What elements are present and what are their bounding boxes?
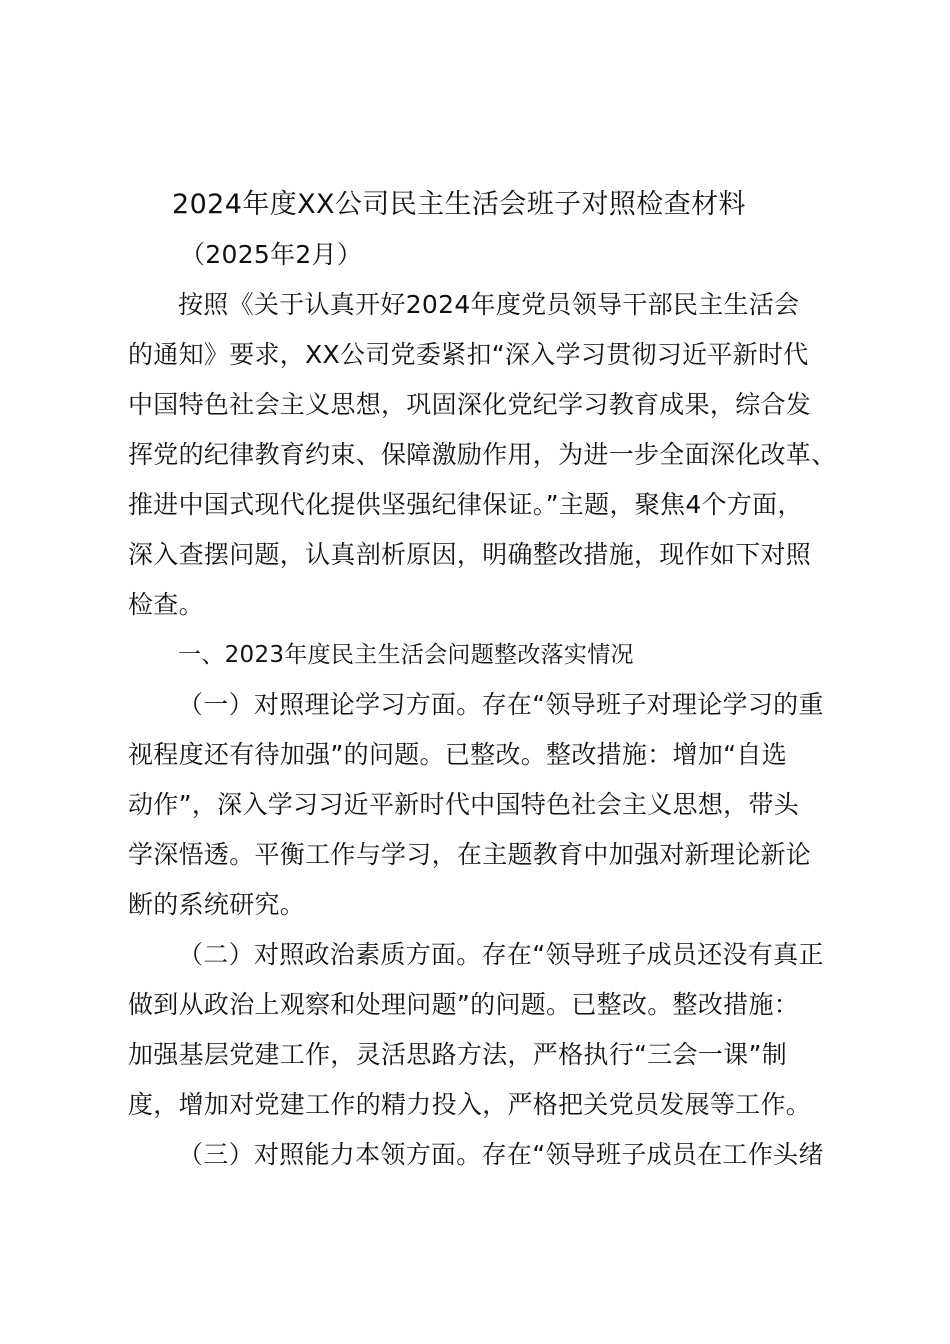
body-line: 学深悟透。平衡工作与学习，在主题教育中加强对新理论新论: [128, 840, 812, 869]
body-line: 做到从政治上观察和处理问题”的问题。已整改。整改措施：: [128, 990, 800, 1019]
body-line: 度，增加对党建工作的精力投入，严格把关党员发展等工作。: [128, 1090, 812, 1119]
body-line: 挥党的纪律教育约束、保障激励作用，为进一步全面深化改革、: [128, 440, 837, 469]
body-line: 视程度还有待加强”的问题。已整改。整改措施：增加“自选: [128, 740, 788, 769]
document-date: （2025年2月）: [180, 240, 363, 269]
body-line: 断的系统研究。: [128, 890, 306, 919]
section-heading: 一、2023年度民主生活会问题整改落实情况: [178, 642, 634, 668]
body-line: （三）对照能力本领方面。存在“领导班子成员在工作头绪: [178, 1140, 824, 1169]
body-line: 推进中国式现代化提供坚强纪律保证。”主题，聚焦4个方面，: [128, 490, 803, 519]
body-line: 的通知》要求，XX公司党委紧扣“深入学习贯彻习近平新时代: [128, 340, 809, 369]
body-line: 按照《关于认真开好2024年度党员领导干部民主生活会: [178, 290, 800, 319]
document-title: 2024年度XX公司民主生活会班子对照检查材料: [172, 189, 746, 220]
body-line: 动作”，深入学习习近平新时代中国特色社会主义思想，带头: [128, 790, 800, 819]
body-line: 检查。: [128, 590, 204, 619]
body-line: 中国特色社会主义思想，巩固深化党纪学习教育成果，综合发: [128, 390, 812, 419]
body-line: （二）对照政治素质方面。存在“领导班子成员还没有真正: [178, 940, 824, 969]
body-line: 加强基层党建工作，灵活思路方法，严格执行“三会一课”制: [128, 1040, 788, 1069]
body-line: （一）对照理论学习方面。存在“领导班子对理论学习的重: [178, 690, 824, 719]
body-line: 深入查摆问题，认真剖析原因，明确整改措施，现作如下对照: [128, 540, 812, 569]
